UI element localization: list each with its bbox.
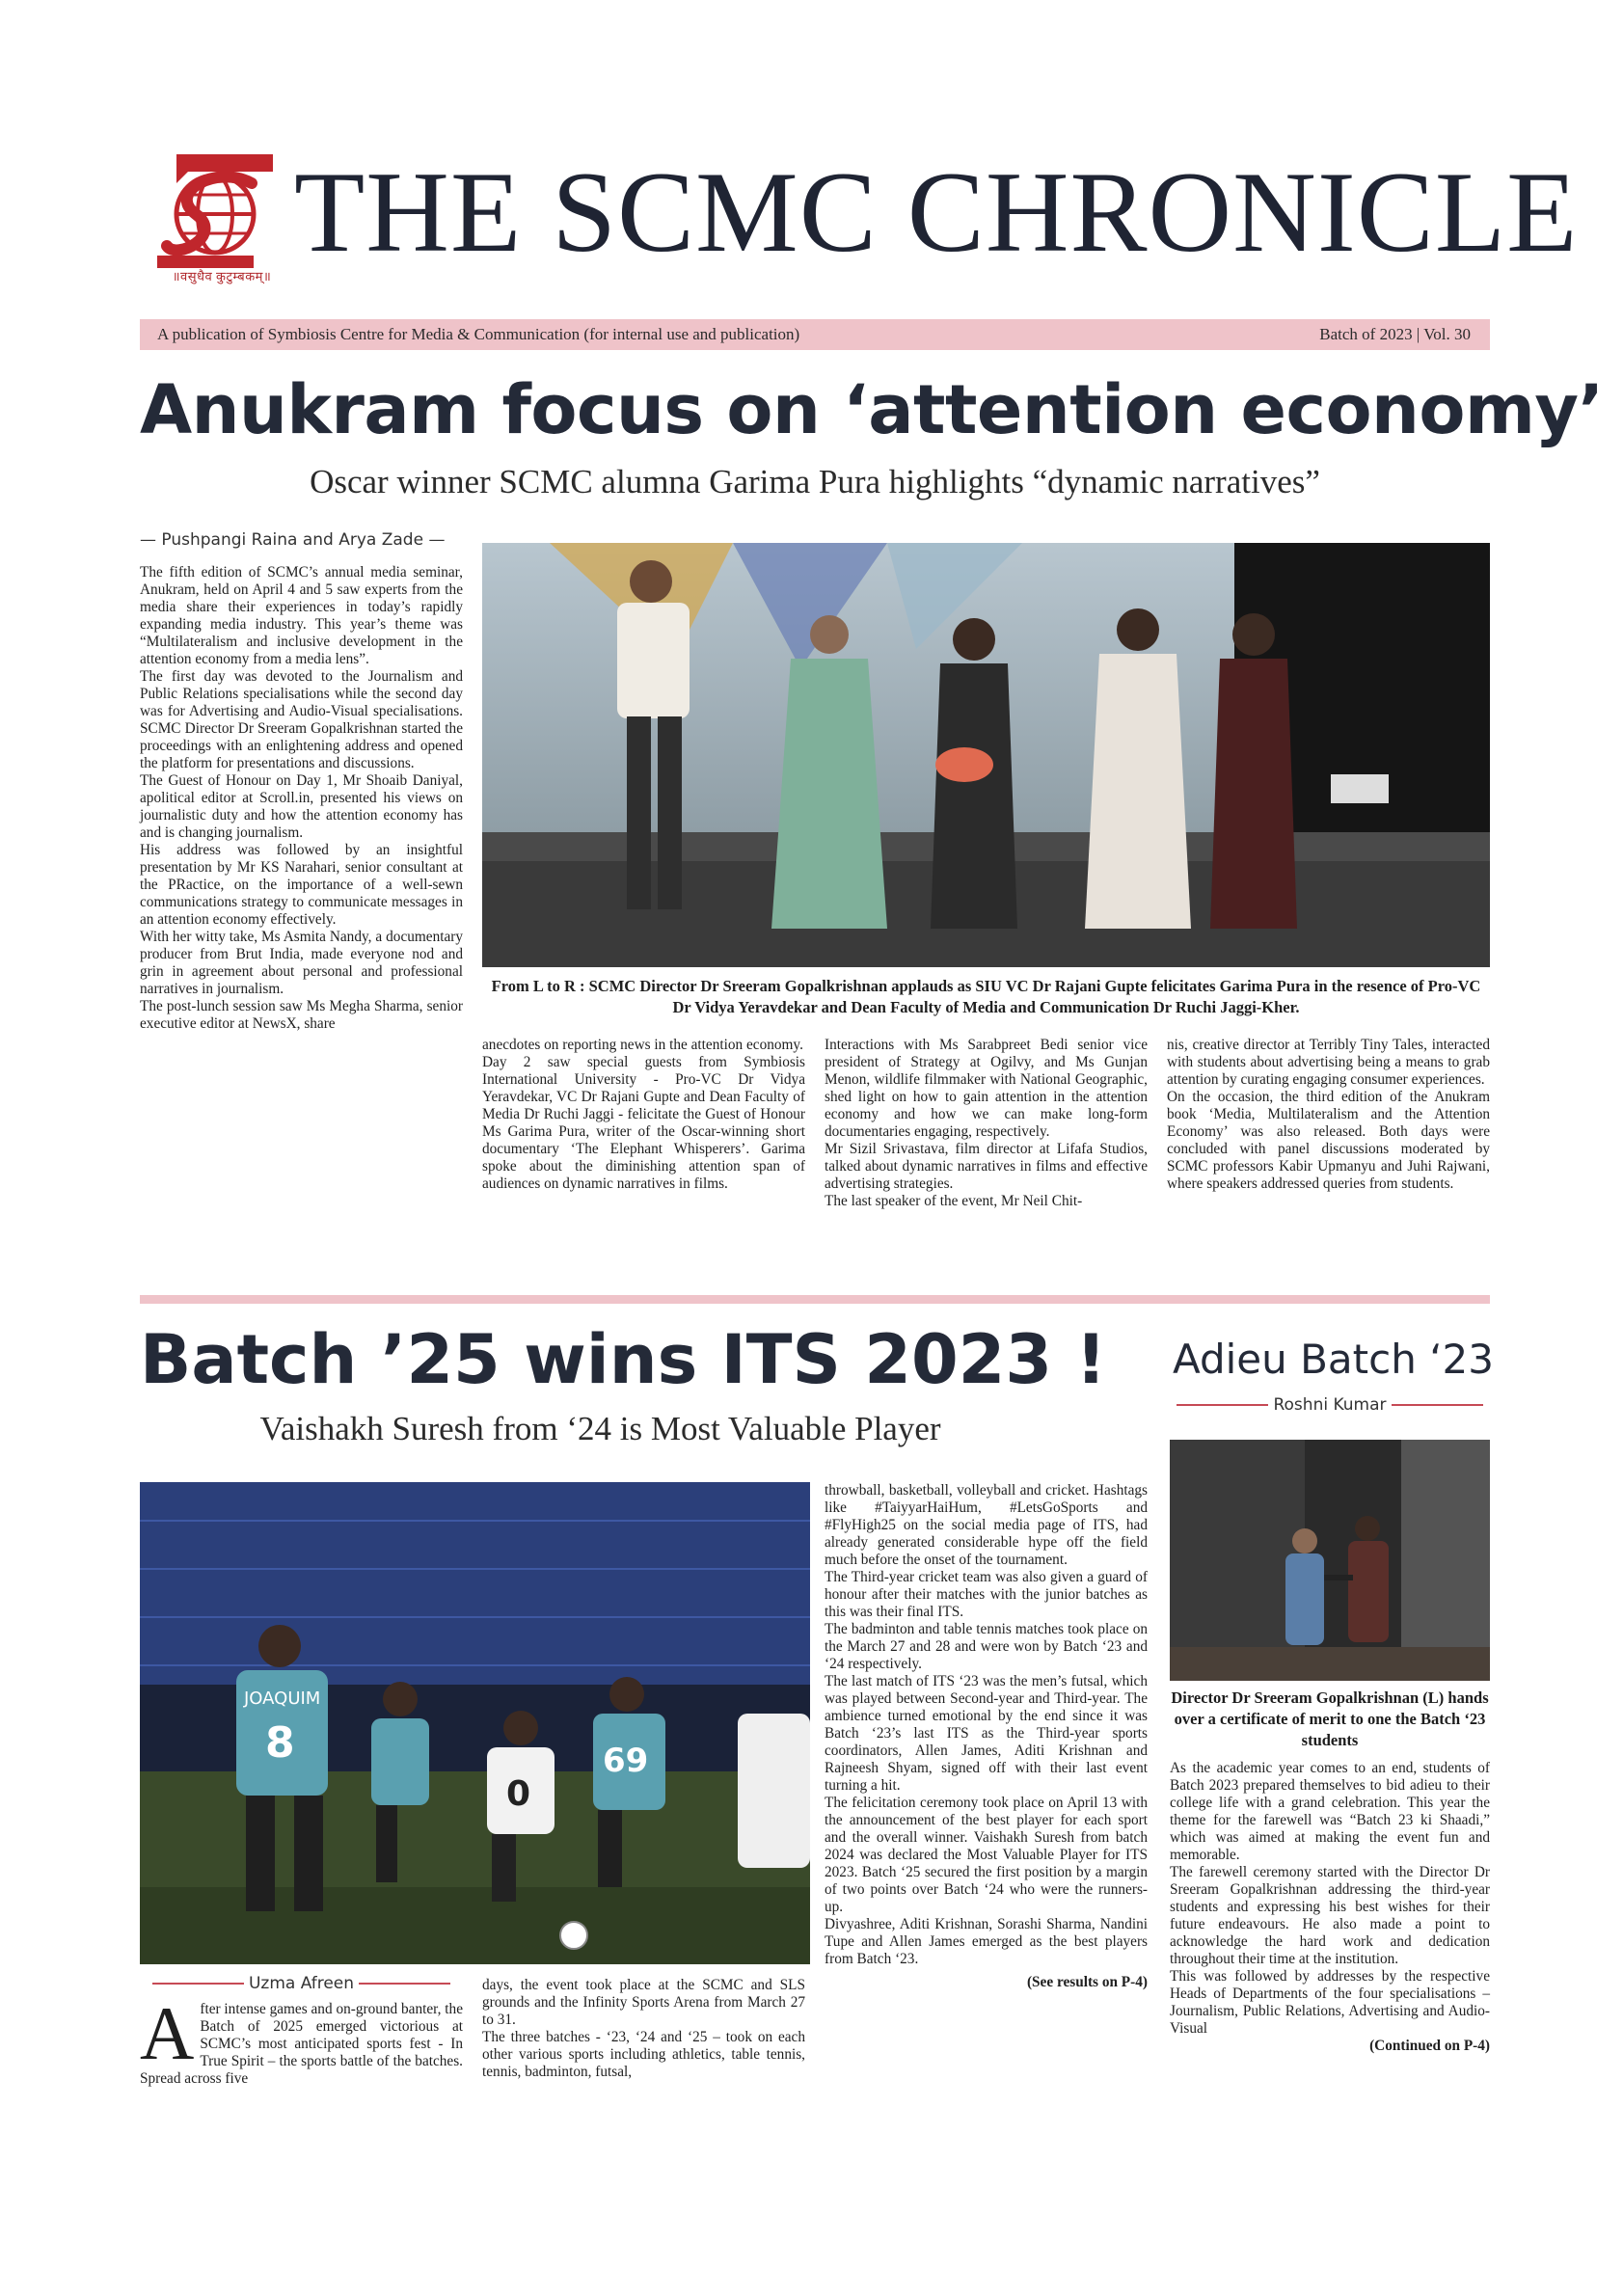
paragraph: The farewell ceremony started with the Director Dr Sreeram Gopalkrishnan addressing the third-year students and expressing his best wishes for their future endeavours. He also made a point to acknowledge the hard work and dedication throughout their time at the institution.: [1170, 1864, 1490, 1967]
paragraph: The post-lunch session saw Ms Megha Sharma, senior executive editor at NewsX, share: [140, 998, 463, 1032]
continuation-note: (Continued on P-4): [1369, 2038, 1490, 2054]
sports-subheadline: Vaishakh Suresh from ‘24 is Most Valuable Player: [259, 1410, 941, 1447]
paragraph: The felicitation ceremony took place on April 13 with the announcement of the best player for each sport and the overall winner. Vaishakh Suresh from batch 2024 was declared the Most Valuable Player for ITS 2023. Batch ‘25 secured the first position by a margin of two points over Batch ‘24 who were the runners-up.: [825, 1795, 1148, 1915]
paragraph: On the occasion, the third edition of the Anukram book ‘Media, Multilateralism and the Attention Economy’ was also released. Both days were concluded with panel discussions moderated by SCMC professors Kabir Upmanyu and Juhi Rajwani, where speakers addressed queries from students.: [1167, 1089, 1490, 1192]
anukram-stage-photo: [482, 543, 1490, 967]
lead-byline: — Pushpangi Raina and Arya Zade —: [140, 530, 446, 550]
paragraph: His address was followed by an insightful presentation by Mr KS Narahari, senior consultant at the PRactice, on the importance of a well-sewn communications strategy to communicate messages in an attention economy effectively.: [140, 842, 463, 928]
section-divider: [140, 1295, 1490, 1304]
paragraph: The Third-year cricket team was also given a guard of honour after their matches with the junior batches as this was their final ITS.: [825, 1569, 1148, 1620]
byline-rule: [359, 1983, 450, 1985]
drop-cap: A: [140, 1991, 195, 2075]
paragraph: The three batches - ‘23, ‘24 and ‘25 – took on each other various sports including athletics, table tennis, tennis, badminton, futsal,: [482, 2029, 805, 2080]
batch-volume: Batch of 2023 | Vol. 30: [1319, 325, 1471, 343]
paragraph: Day 2 saw special guests from Symbiosis International University - Pro-VC Dr Vidya Yeravdekar, VC Dr Rajani Gupte and Dean Faculty of Media Dr Ruchi Jaggi - felicitate the Guest of Honour Ms Garima Pura, writer of the Oscar-winning short documentary ‘The Elephant Whisperers’. Garima spoke about the diminishing attention span of audiences on dynamic narratives in films.: [482, 1054, 805, 1192]
byline-rule: [152, 1983, 244, 1985]
lead-headline: Anukram focus on ‘attention economy’: [140, 370, 1604, 449]
paragraph: anecdotes on reporting news in the attention economy.: [482, 1037, 803, 1053]
farewell-photo-caption: Director Dr Sreeram Gopalkrishnan (L) hands over a certificate of merit to one the Batch ‘23 students: [1171, 1688, 1489, 1749]
jersey-number: 0: [506, 1774, 531, 1814]
lead-column-1: [140, 564, 463, 1033]
farewell-headline: Adieu Batch ‘23: [1172, 1336, 1494, 1383]
farewell-byline: Roshni Kumar: [1273, 1395, 1387, 1415]
lead-subheadline: Oscar winner SCMC alumna Garima Pura highlights “dynamic narratives”: [310, 463, 1320, 500]
paragraph: fter intense games and on-ground banter, the Batch of 2025 emerged victorious at SCMC’s most anticipated sports fest - In True Spirit – the sports battle of the batches. Spread across five: [140, 2001, 463, 2087]
paragraph: With her witty take, Ms Asmita Nandy, a documentary producer from Brut India, made everyone nod and grin in agreement about personal and professional narratives in journalism.: [140, 929, 463, 997]
paragraph: throwball, basketball, volleyball and cricket. Hashtags like #TaiyyarHaiHum, #LetsGoSports and #FlyHigh25 on the social media page of ITS, had already generated considerable hype off the field much before the onset of the tournament.: [825, 1482, 1148, 1568]
byline-rule: [1177, 1404, 1268, 1406]
paragraph: The badminton and table tennis matches took place on the March 27 and 28 and were won by Batch ‘23 and ‘24 respectively.: [825, 1621, 1148, 1672]
sports-column-3: [825, 1482, 1148, 1991]
logo-motto: ॥वसुधैव कुटुम्बकम्॥: [172, 269, 272, 284]
paragraph: The last match of ITS ‘23 was the men’s futsal, which was played between Second-year and Third-year. The ambience turned emotional by the end since it was Batch ‘23’s last ITS as the Third-year sports coordinators, Allen James, Aditi Krishnan and Rajneesh Shyam, signed off with their last event turning a hit.: [825, 1673, 1148, 1794]
paragraph: nis, creative director at Terribly Tiny Tales, interacted with students about advertising being a means to grab attention by curating engaging consumer experiences.: [1167, 1037, 1490, 1088]
lead-column-3: [825, 1037, 1148, 1210]
futsal-match-photo: [140, 1482, 810, 1964]
farewell-ceremony-photo: [1170, 1440, 1490, 1681]
chronicle-logo-icon: [157, 154, 273, 284]
lead-column-4: [1167, 1037, 1490, 1193]
paragraph: Interactions with Ms Sarabpreet Bedi senior vice president of Strategy at Ogilvy, and Ms Gunjan Menon, wildlife filmmaker with National Geographic, shed light on how to gain attention in the attention economy and how we can make long-form documentaries engaging, respectively.: [825, 1037, 1148, 1140]
sports-column-1: [140, 1991, 463, 2088]
sports-column-2: [482, 1977, 805, 2081]
publication-bar: [140, 319, 1490, 350]
paragraph: This was followed by addresses by the respective Heads of Departments of the four specialisations – Journalism, Public Relations, Advertising and Audio-Visual: [1170, 1968, 1490, 2037]
jersey-name: JOAQUIM: [244, 1688, 321, 1709]
masthead-title: THE SCMC CHRONICLE: [294, 148, 1579, 276]
farewell-column: [1170, 1760, 1490, 2055]
jersey-number: 8: [265, 1718, 295, 1768]
byline-rule: [1392, 1404, 1483, 1406]
jersey-number: 69: [603, 1742, 649, 1780]
paragraph: The last speaker of the event, Mr Neil Chit-: [825, 1193, 1083, 1209]
paragraph: Mr Sizil Srivastava, film director at Lifafa Studios, talked about dynamic narratives in films and effective advertising strategies.: [825, 1141, 1148, 1192]
continuation-note: (See results on P-4): [1026, 1974, 1148, 1990]
lead-photo-caption: From L to R : SCMC Director Dr Sreeram Gopalkrishnan applauds as SIU VC Dr Rajani Gupte felicitates Garima Pura in the resence of Pro-VC Dr Vidya Yeravdekar and Dean Faculty of Media and Communication Dr Ruchi Jaggi-Kher.: [491, 977, 1481, 1016]
paragraph: The first day was devoted to the Journalism and Public Relations specialisations while the second day was for Advertising and Audio-Visual specialisations. SCMC Director Dr Sreeram Gopalkrishnan started the proceedings with an enlightening address and opened the platform for presentations and discussions.: [140, 668, 463, 771]
paragraph: The Guest of Honour on Day 1, Mr Shoaib Daniyal, apolitical editor at Scroll.in, presented his views on journalistic duty and how the attention economy has and is changing journalism.: [140, 772, 463, 841]
farewell-byline-row: [1170, 1395, 1490, 1415]
paragraph: The fifth edition of SCMC’s annual media seminar, Anukram, held on April 4 and 5 saw experts from the media share their experiences in today’s rapidly expanding media industry. This year’s theme was “Multilateralism and inclusive development in the attention economy from a media lens”.: [140, 564, 463, 667]
paragraph: Divyashree, Aditi Krishnan, Sorashi Sharma, Nandini Tupe and Allen James emerged as the best players from Batch ‘23.: [825, 1916, 1148, 1967]
sports-byline-row: [140, 1974, 463, 1993]
paragraph: days, the event took place at the SCMC and SLS grounds and the Infinity Sports Arena from March 27 to 31.: [482, 1977, 805, 2028]
sports-headline: Batch ’25 wins ITS 2023 !: [140, 1320, 1107, 1399]
lead-column-2: [482, 1037, 805, 1193]
paragraph: As the academic year comes to an end, students of Batch 2023 prepared themselves to bid adieu to their college life with a grand celebration. This year the theme for the farewell was “Batch 23 ki Shaadi,” which was aimed at making the event fun and memorable.: [1170, 1760, 1490, 1863]
sports-byline: Uzma Afreen: [248, 1974, 355, 1993]
publication-line: A publication of Symbiosis Centre for Media & Communication (for internal use and publication): [157, 325, 800, 343]
